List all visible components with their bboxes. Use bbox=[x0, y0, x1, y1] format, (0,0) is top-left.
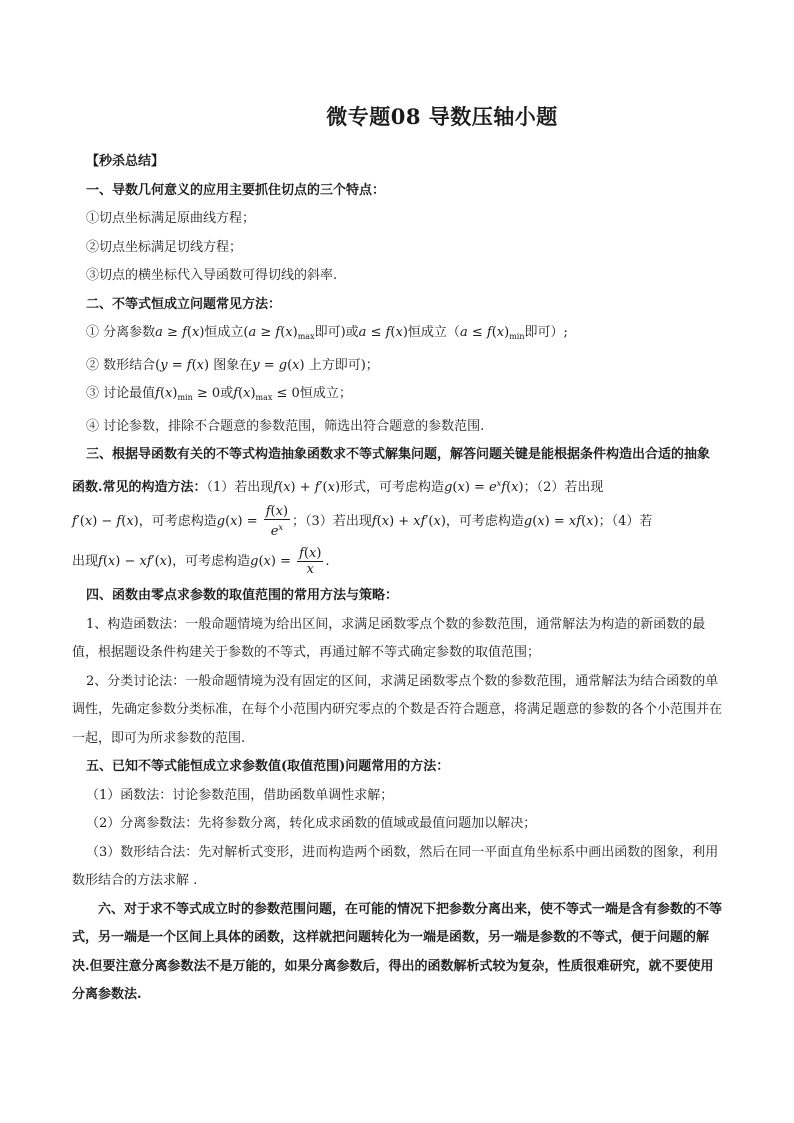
formula: f(x) + f′(x) bbox=[273, 479, 341, 495]
section-1-item-2: ②切点坐标满足切线方程； bbox=[86, 239, 243, 255]
formula: a ≤ f(x) bbox=[358, 325, 408, 340]
formula: $f(x)_{max} \le 0$ bbox=[233, 386, 300, 402]
formula: y = g(x) bbox=[252, 357, 305, 373]
section-3-paragraph: 三、根据导函数有关的不等式构造抽象函数求不等式解集问题，解答问题关键是能根据条件构造出合适的抽象函数.常见的构造方法：（1）若出现f(x) + f′(x)形式，可考虑构造$g(x) = e^xf(x)$；（2）若出现 bbox=[72, 447, 711, 495]
formula: g(x) = xf(x) bbox=[523, 514, 599, 529]
section-6-paragraph: 六、对于求不等式成立时的参数范围问题，在可能的情况下把参数分离出来，使不等式一端是含有参数的不等式，另一端是一个区间上具体的函数，这样就把问题转化为一端是函数，另一端是参数的不等式，便于问题的解决.但要注意分离参数法不是万能的，如果分离参数后，得出的函数解析式较为复杂，性质很难研究，就不要使用分离参数法. bbox=[72, 901, 723, 1002]
section-1-item-3: ③切点的横坐标代入导函数可得切线的斜率. bbox=[86, 268, 338, 283]
section-3-heading: 三、根据导函数有关的不等式构造抽象函数求不等式解集问题，解答问题关键是能根据条件构造出合适的抽象函数.常见的构造方法： bbox=[72, 447, 711, 495]
formula: g(x) = $\frac{f(x)}{x}$ . bbox=[250, 546, 330, 577]
section-3-paragraph-cont-1: f′(x) − f(x)，可考虑构造g(x) = $\frac{f(x)}{e^x}$ ；（3）若出现f(x) + xf′(x)，可考虑构造g(x) = xf(x)；（4）若 bbox=[72, 504, 653, 539]
section-4-paragraph-2: 2、分类讨论法：一般命题情境为没有固定的区间，求满足函数零点个数的参数范围，通常解法为结合函数的单调性，先确定参数分类标准，在每个小范围内研究零点的个数是否符合题意，将满足题意的参数的各个小范围并在一起，即可为所求参数的范围. bbox=[72, 673, 723, 746]
section-2-method-1: ① 分离参数a ≥ f(x)恒成立($a \ge f(x)_{max}$即可)或a ≤ f(x)恒成立（$a \le f(x)_{min}$即可）; bbox=[86, 325, 568, 341]
section-1-item-1: ①切点坐标满足原曲线方程； bbox=[86, 211, 256, 226]
formula: $f(x)_{min} \ge 0$ bbox=[155, 386, 221, 402]
section-5-paragraph-3: （3）数形结合法：先对解析式变形，进而构造两个函数，然后在同一平面直角坐标系中画出函数的图象，利用数形结合的方法求解 . bbox=[72, 844, 719, 888]
formula: f(x) + xf′(x) bbox=[371, 514, 446, 529]
formula: g(x) = $\frac{f(x)}{e^x}$ bbox=[216, 504, 289, 539]
formula: y = f(x) bbox=[160, 357, 210, 373]
formula: a ≥ f(x) bbox=[155, 325, 205, 340]
page-title: 微专题08 导数压轴小题 bbox=[326, 104, 558, 129]
summary-header: 【秒杀总结】 bbox=[86, 154, 165, 169]
section-2-method-4: ④ 讨论参数，排除不合题意的参数范围，筛选出符合题意的参数范围. bbox=[86, 418, 485, 434]
section-4-paragraph-1: 1、构造函数法：一般命题情境为给出区间，求满足函数零点个数的参数范围，通常解法为构造的新函数的最值，根据题设条件构建关于参数的不等式，再通过解不等式确定参数的取值范围； bbox=[72, 616, 706, 660]
section-2-method-3: ③ 讨论最值$f(x)_{min} \ge 0$或$f(x)_{max} \le 0$恒成立； bbox=[86, 386, 352, 402]
section-4-heading: 四、函数由零点求参数的取值范围的常用方法与策略： bbox=[86, 588, 399, 603]
section-2-heading: 二、不等式恒成立问题常见方法： bbox=[86, 296, 282, 312]
formula: $a \ge f(x)_{max}$ bbox=[248, 325, 315, 341]
section-5-paragraph-1: （1）函数法：讨论参数范围，借助函数单调性求解； bbox=[86, 787, 394, 803]
formula: f′(x) − f(x) bbox=[72, 514, 139, 529]
section-1-heading: 一、导数几何意义的应用主要抓住切点的三个特点： bbox=[86, 182, 386, 198]
section-5-heading: 五、已知不等式能恒成立求参数值(取值范围)问题常用的方法： bbox=[86, 759, 450, 774]
section-3-paragraph-cont-2: 出现f(x) − xf′(x)，可考虑构造g(x) = $\frac{f(x)}{x}$ . bbox=[72, 546, 330, 577]
section-5-paragraph-2: （2）分离参数法：先将参数分离，转化成求函数的值域或最值问题加以解决； bbox=[86, 816, 537, 831]
section-2-method-2: ② 数形结合(y = f(x) 图象在y = g(x) 上方即可)； bbox=[86, 357, 379, 373]
formula: f(x) − xf′(x) bbox=[98, 554, 173, 569]
formula: $g(x) = e^xf(x)$ bbox=[444, 478, 524, 495]
formula: $a \le f(x)_{min}$ bbox=[459, 325, 525, 341]
